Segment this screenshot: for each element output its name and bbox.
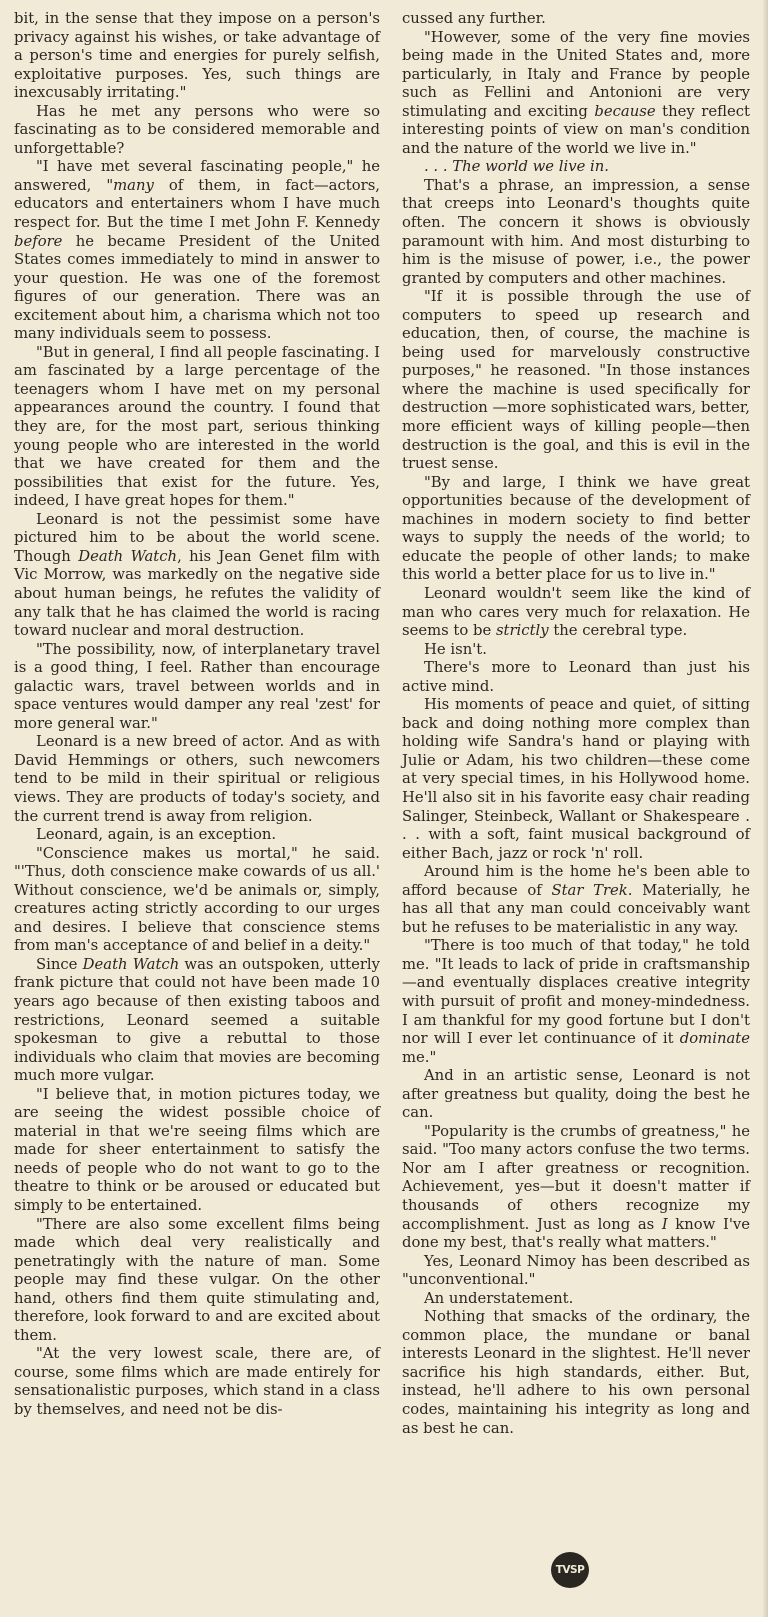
article-paragraph [402,10,750,29]
paragraph-text: "Popularity is the crumbs of greatness," he said. "Too many actors confuse the two terms. Nor am I after greatness or recognition. Achievement, yes—but it doesn't matter if thousands of others recognize my accomplishment. Just as long as [402,1122,750,1233]
article-paragraph [14,158,380,343]
paragraph-text: "But in general, I find all people fascinating. I am fascinated by a large percentage of the teenagers whom I have met on my personal appearances around the country. I found that they are, for the most part, serious thinking young people who are interested in the world that we have created for them and the possibilities that exist for the future. Yes, indeed, I have great hopes for them." [14,343,380,510]
paragraph-text: Leonard is a new breed of actor. And as with David Hemmings or others, such newcomers tend to be mild in their spiritual or religious views. They are products of today's society, and the current trend is away from religion. [14,733,380,825]
paragraph-text: "There are also some excellent films being made which deal very realistically and penetratingly with the nature of man. Some people may find these vulgar. On the other hand, others find them quite stimulating and, therefore, look forward to and are excited about them. [14,1215,380,1344]
article-paragraph [14,103,380,159]
article-paragraph [14,956,380,1086]
italic-text: Death Watch [78,547,178,565]
italic-text: dominate [679,1030,750,1048]
paragraph-text: "If it is possible through the use of computers to speed up research and education, then, of course, the machine is being used for marvelously constructive purposes," he reasoned. "In those instances where the machine is used specifically for destruction —more sophisticated wars, better, more efficient ways of killing people—then destruction is the goal, and this is evil in the truest sense. [402,288,750,473]
article-paragraph [14,344,380,511]
article-paragraph [402,1067,750,1123]
paragraph-text: was an outspoken, utterly frank picture that could not have been made 10 years ago because of then existing taboos and restrictions, Leonard seemed a suitable spokesman to give a rebuttal to those individuals who claim that movies are becoming much more vulgar. [14,955,381,1085]
italic-text: . . . The world we live in. [424,158,610,176]
article-paragraph [14,641,380,734]
paragraph-text: Leonard, again, is an exception. [36,826,277,844]
article-paragraph [402,863,750,937]
article-column-right [402,10,750,1438]
paragraph-text: of them, in fact—actors, educators and entertainers whom I have much respect for. But the time I met John F. Kennedy [14,176,380,232]
paragraph-text: There's more to Leonard than just his active mind. [402,659,750,695]
article-paragraph [14,10,380,103]
paragraph-text: "I have met several fascinating people," he answered, " [14,158,380,194]
paragraph-text: he became President of the United States comes immediately to mind in answer to your question. He was one of the foremost figures of our generation. There was an excitement about him, a charisma which not too many individuals seem to possess. [14,232,380,343]
paragraph-text: Around him is the home he's been able to afford because of [402,863,750,899]
italic-text: many [113,176,154,194]
italic-text: strictly [495,622,549,640]
paragraph-text: "At the very lowest scale, there are, of course, some films which are made entirely for sensationalistic purposes, which stand in a class by themselves, and need not be dis- [14,1345,380,1419]
italic-text: before [14,232,63,250]
paragraph-text: "I believe that, in motion pictures today, we are seeing the widest possible choice of material in that we're seeing films which are made for sheer entertainment to satisfy the needs of people who do not want to go to the theatre to think or be aroused or educated but simply to be entertained. [14,1085,380,1214]
article-paragraph [402,937,750,1067]
article-paragraph [14,845,380,956]
article-paragraph [402,158,750,177]
page-edge-shadow [762,0,768,1617]
article-paragraph [402,1253,750,1290]
article-paragraph [402,696,750,863]
italic-text: because [594,102,656,120]
article-paragraph [402,1308,750,1438]
paragraph-text: bit, in the sense that they impose on a person's privacy against his wishes, or take advantage of a person's time and energies for purely selfish, exploitative purposes. Yes, such things are inexcusably irritating." [14,10,380,102]
paragraph-text: And in an artistic sense, Leonard is not after greatness but quality, doing the best he can. [402,1067,750,1122]
paragraph-text: His moments of peace and quiet, of sitting back and doing nothing more complex than holding wife Sandra's hand or playing with Julie or Adam, his two children—these come at very special times, in his Hollywood home. He'll also sit in his favorite easy chair reading Salinger, Steinbeck, Wallant or Shakespeare . . . with a soft, faint musical background of either Bach, jazz or rock 'n' roll. [402,696,750,862]
paragraph-text: "By and large, I think we have great opportunities because of the development of machines in modern society to find better ways to supply the needs of the world; to educate the people of other lands; to make this world a better place for us to live in." [402,473,750,584]
paragraph-text: He isn't. [424,640,487,658]
paragraph-text: , his Jean Genet film with Vic Morrow, was markedly on the negative side about human beings, he refutes the validity of any talk that he has claimed the world is racing toward nuclear and moral destruction. [14,547,380,640]
article-paragraph [402,659,750,696]
italic-text: Star Trek [551,881,628,899]
paragraph-text: cussed any further. [402,10,546,27]
paragraph-text: Has he met any persons who were so fascinating as to be considered memorable and unforgettable? [14,102,380,157]
paragraph-text: Nothing that smacks of the ordinary, the common place, the mundane or banal interests Leonard in the slightest. He'll never sacrifice his high standards, either. But, instead, he'll adhere to his own personal codes, maintaining his integrity as long and as best he can. [402,1308,750,1437]
italic-text: I [661,1215,668,1233]
article-paragraph [14,511,380,641]
article-paragraph [402,29,750,159]
article-paragraph [402,474,750,585]
paragraph-text: That's a phrase, an impression, a sense that creeps into Leonard's thoughts quite often. The concern it shows is obviously paramount with him. And most disturbing to him is the misuse of power, i.e., the power granted by computers and other machines. [402,176,750,287]
paragraph-text: "There is too much of that today," he told me. "It leads to lack of pride in craftsmanship—and eventually displaces creative integrity with pursuit of profit and money-mindedness. I am thankful for my good fortune but I don't nor will I ever let continuance of it [402,937,750,1048]
italic-text: Death Watch [82,955,180,973]
paragraph-text: An understatement. [424,1289,574,1307]
paragraph-text: . Materially, he has all that any man could conceivably want but he refuses to be materialistic in any way. [402,881,750,936]
article-paragraph [402,1123,750,1253]
paragraph-text: "However, some of the very fine movies being made in the United States and, more particularly, in Italy and France by people such as Fellini and Antonioni are very stimulating and exciting [402,28,750,120]
paragraph-text: the cerebral type. [548,622,688,640]
paragraph-text: Yes, Leonard Nimoy has been described as "unconventional." [402,1252,750,1289]
paragraph-text: Leonard is not the pessimist some have pictured him to be about the world scene. Though [14,510,380,565]
paragraph-text: Leonard wouldn't seem like the kind of man who cares very much for relaxation. He seems to be [402,584,750,640]
tvsp-logo: TVSP [551,1552,589,1588]
article-paragraph [14,1086,380,1216]
paragraph-text: "Conscience makes us mortal," he said. "'Thus, doth conscience make cowards of us all.' Without conscience, we'd be animals or, simply, creatures acting strictly according to our urges and desires. I believe that conscience stems from man's acceptance of and belief in a deity." [14,844,380,955]
article-paragraph [402,585,750,641]
paragraph-text: Since [36,955,83,973]
article-paragraph [14,826,380,845]
article-column-left [14,10,380,1420]
paragraph-text: "The possibility, now, of interplanetary travel is a good thing, I feel. Rather than encourage galactic wars, travel between worlds and in space ventures would damper any real 'zest' for more general war." [14,640,380,732]
article-paragraph [402,288,750,473]
article-paragraph [402,641,750,660]
article-paragraph [14,1216,380,1346]
article-paragraph [14,733,380,826]
article-paragraph [14,1345,380,1419]
article-paragraph [402,1290,750,1309]
paragraph-text: know I've done my best, that's really what matters." [402,1215,750,1252]
paragraph-text: me." [402,1048,437,1066]
paragraph-text: they reflect interesting points of view on man's condition and the nature of the world we live in." [402,102,750,157]
article-paragraph [402,177,750,288]
